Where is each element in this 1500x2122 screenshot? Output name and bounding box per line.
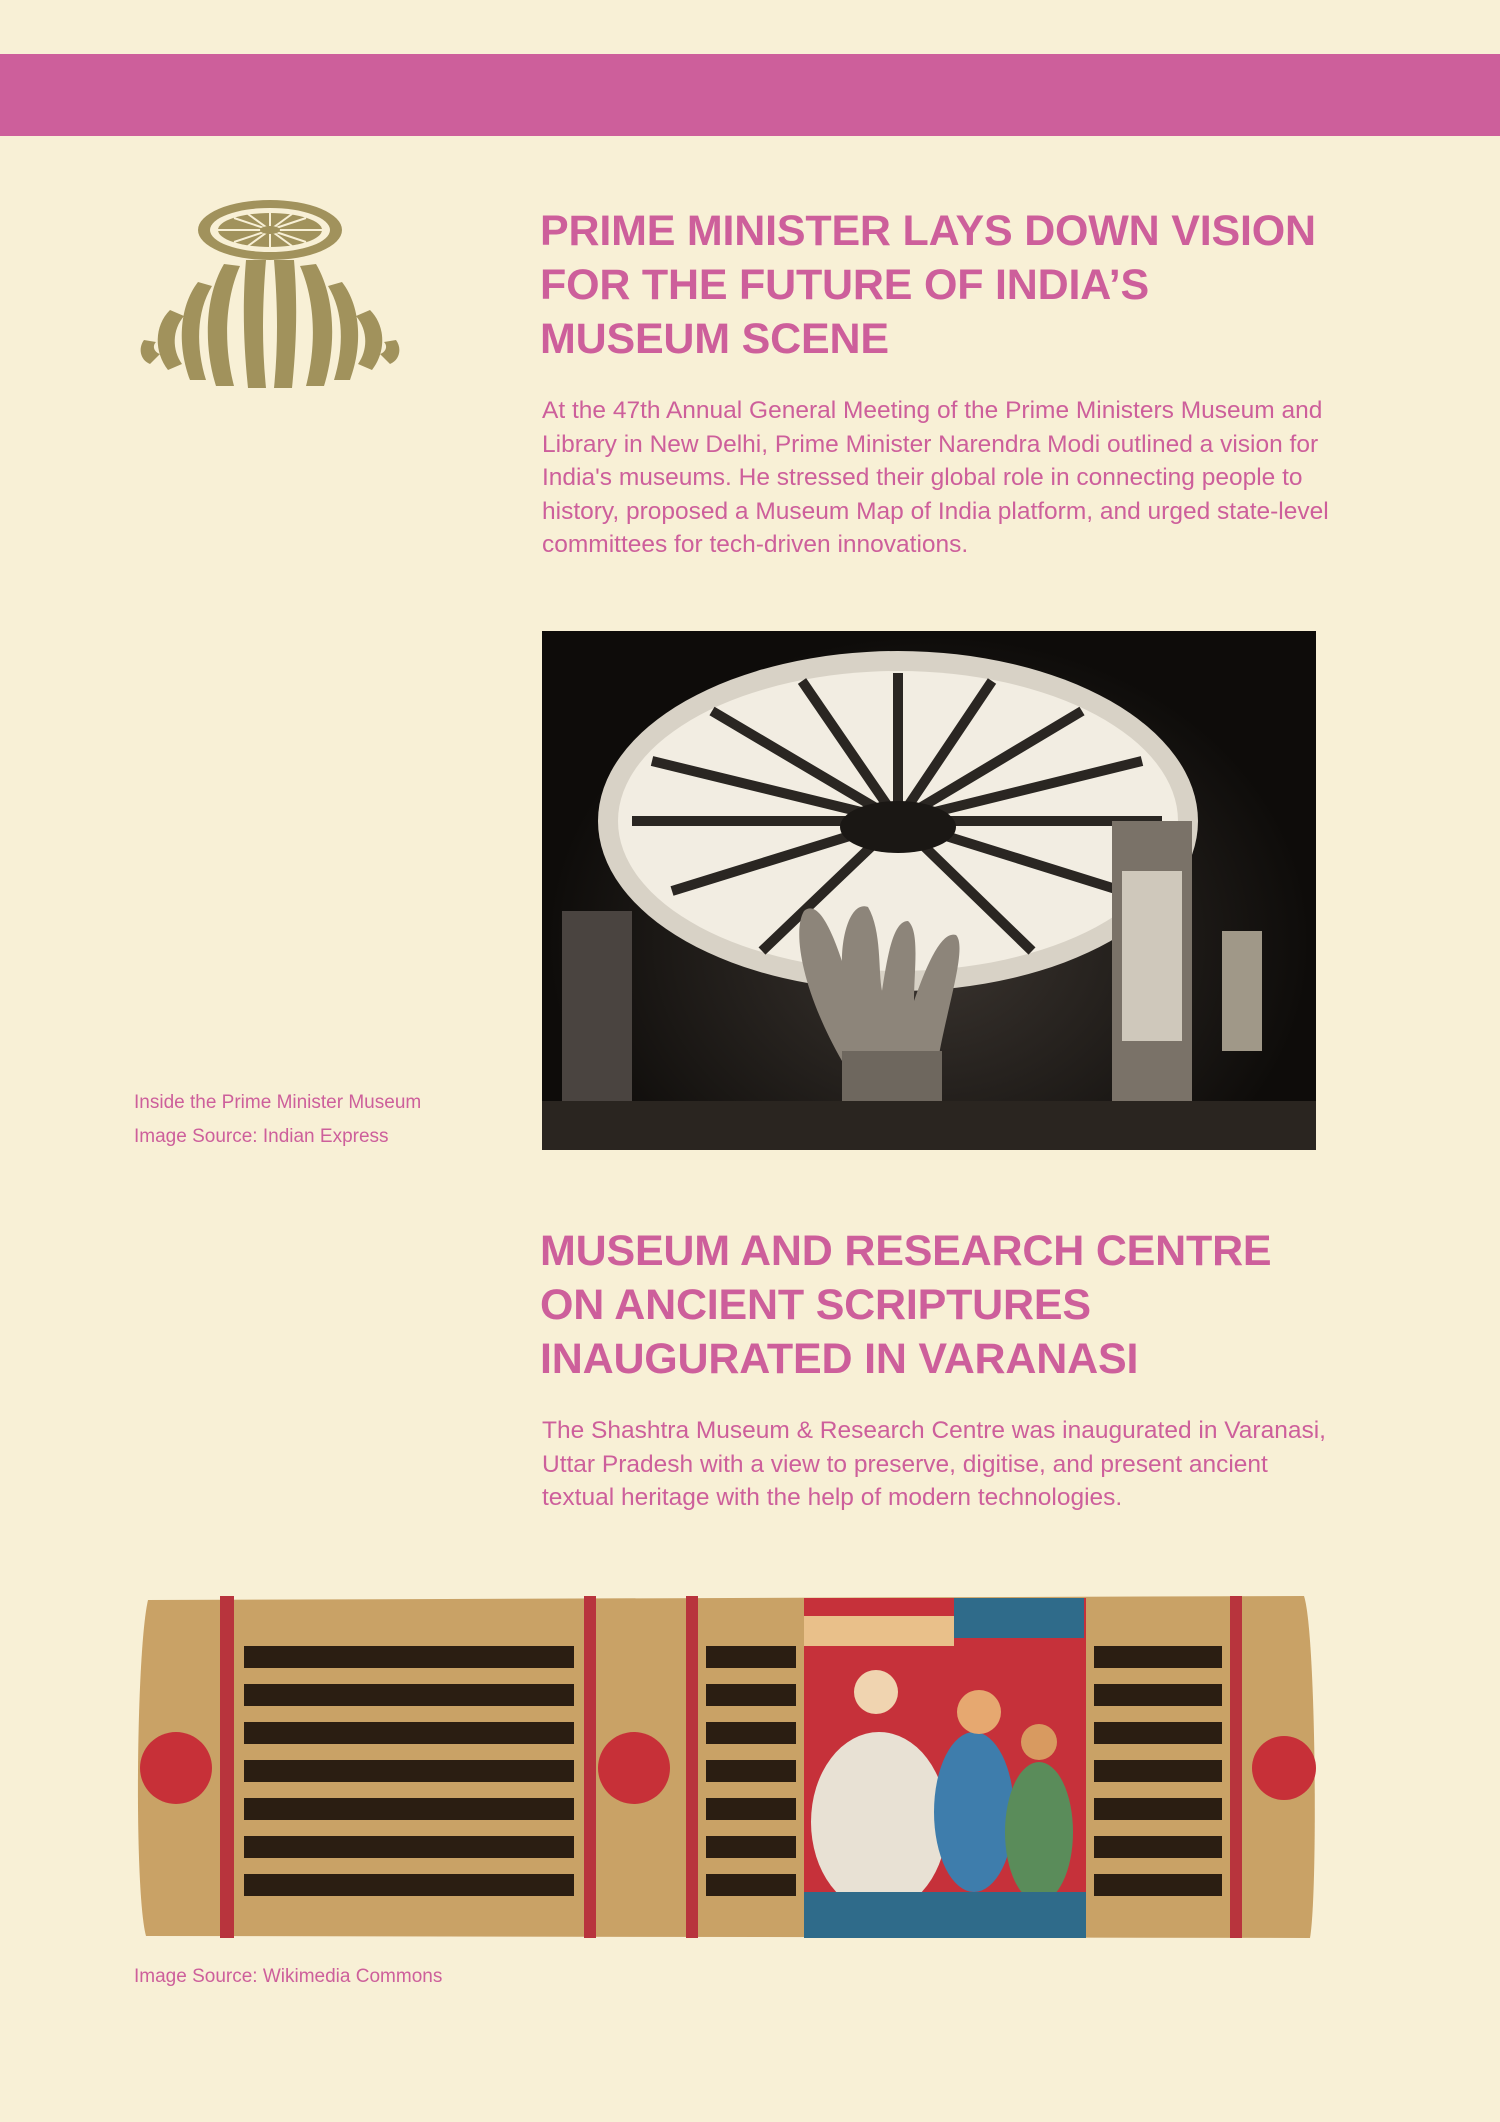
museum-interior-photo: [542, 631, 1316, 1150]
article-2-body: The Shashtra Museum & Research Centre was inaugurated in Varanasi, Uttar Pradesh with a view to preserve, digitise, and present ancient textual heritage with the help of modern technologies.: [542, 1417, 1326, 1511]
photo-1-source: Image Source: Indian Express: [134, 1126, 389, 1147]
manuscript-photo: [134, 1592, 1320, 1944]
article-1-body: At the 47th Annual General Meeting of the Prime Ministers Museum and Library in New Delhi, Prime Minister Narendra Modi outlined a vision for India's museums. He stressed their global role in connecting people to history, proposed a Museum Map of India platform, and urged state-level committees for tech-driven innovations.: [542, 397, 1329, 558]
article-1-title: PRIME MINISTER LAYS DOWN VISION FOR THE FUTURE OF INDIA’S MUSEUM SCENE: [540, 207, 1316, 363]
photo-2-source: Image Source: Wikimedia Commons: [134, 1966, 443, 1987]
museum-logo-icon: [134, 198, 406, 394]
article-2-title: MUSEUM AND RESEARCH CENTRE ON ANCIENT SCRIPTURES INAUGURATED IN VARANASI: [540, 1227, 1272, 1383]
header-band: [0, 54, 1500, 136]
photo-1-caption: Inside the Prime Minister Museum: [134, 1092, 422, 1113]
